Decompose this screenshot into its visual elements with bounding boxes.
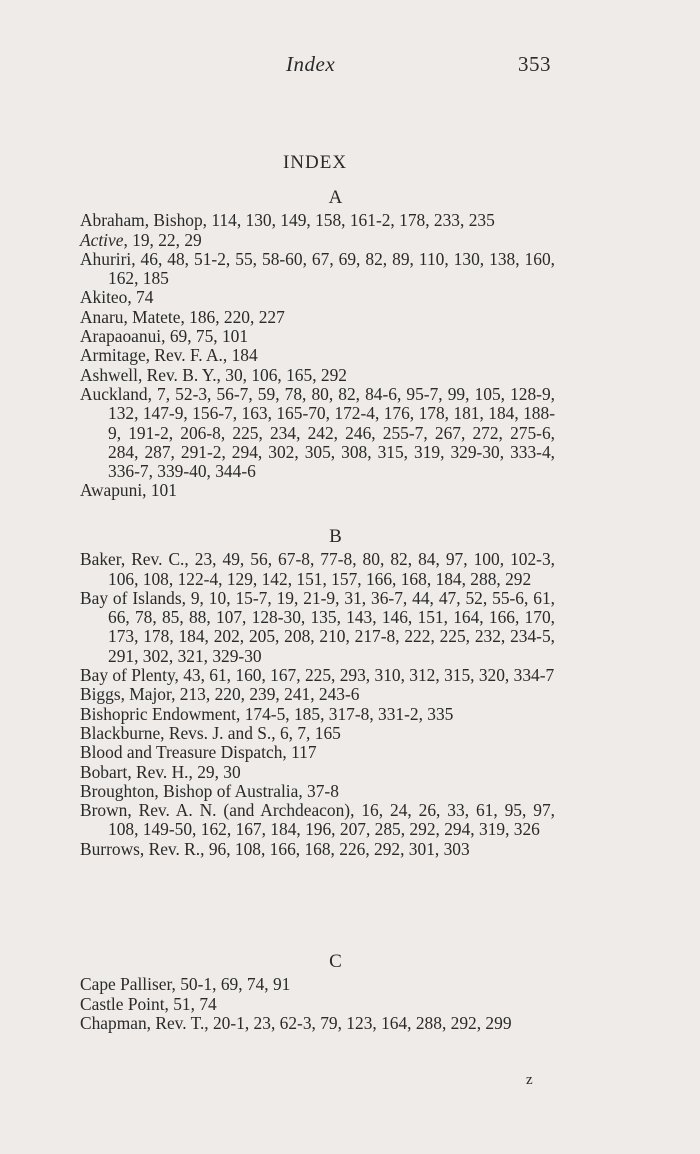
index-entry: Akiteo, 74	[80, 287, 154, 308]
index-entry: Castle Point, 51, 74	[80, 993, 217, 1014]
index-entry: Biggs, Major, 213, 220, 239, 241, 243-6	[80, 684, 360, 705]
index-entry: Baker, Rev. C., 23, 49, 56, 67-8, 77-8, 80, 82, 84, 97, 100, 102-3, 106, 108, 122-4, 129, 142, 151, 157, 166, 168, 184, 288, 292	[80, 549, 555, 589]
index-entry: Bay of Islands, 9, 10, 15-7, 19, 21-9, 31, 36-7, 44, 47, 52, 55-6, 61, 66, 78, 85, 88, 107, 128-30, 135, 143, 146, 151, 164, 166, 170, 173, 178, 184, 202, 205, 208, 210, 217-8, 222, 225, 232, 234-5, 291, 302, 321, 329-30	[80, 587, 555, 666]
index-entry	[80, 231, 555, 250]
index-entry: Armitage, Rev. F. A., 184	[80, 345, 258, 366]
index-entry: Bobart, Rev. H., 29, 30	[80, 761, 241, 782]
index-entry: Bishopric Endowment, 174-5, 185, 317-8, 331-2, 335	[80, 703, 454, 724]
index-entry: Blood and Treasure Dispatch, 117	[80, 742, 317, 763]
section-letter: C	[329, 951, 342, 972]
page-number: 353	[518, 52, 551, 76]
index-section-b	[80, 523, 555, 859]
index-entry: Cape Palliser, 50-1, 69, 74, 91	[80, 974, 291, 995]
signature-mark: z	[526, 1072, 533, 1088]
index-entry: Brown, Rev. A. N. (and Archdeacon), 16, 24, 26, 33, 61, 95, 97, 108, 149-50, 162, 167, 184, 196, 207, 285, 292, 294, 319, 326	[80, 800, 555, 840]
index-entry: Chapman, Rev. T., 20-1, 23, 62-3, 79, 123, 164, 288, 292, 299	[80, 1012, 512, 1033]
entry-pages: , 19, 22, 29	[123, 229, 202, 250]
index-entry: Broughton, Bishop of Australia, 37-8	[80, 780, 339, 801]
index-entry: Burrows, Rev. R., 96, 108, 166, 168, 226, 292, 301, 303	[80, 838, 470, 859]
section-letter: B	[329, 526, 342, 547]
index-section-a	[80, 184, 555, 501]
index-section-c	[80, 948, 555, 1033]
index-entry: Ashwell, Rev. B. Y., 30, 106, 165, 292	[80, 364, 347, 385]
index-entry: Ahuriri, 46, 48, 51-2, 55, 58-60, 67, 69, 82, 89, 110, 130, 138, 160, 162, 185	[80, 248, 555, 289]
index-heading: INDEX	[282, 152, 348, 173]
section-letter: A	[328, 187, 343, 208]
index-entry: Anaru, Matete, 186, 220, 227	[80, 306, 285, 327]
entry-italic-title: Active	[80, 229, 124, 250]
index-entry: Awapuni, 101	[80, 480, 177, 501]
index-entry: Bay of Plenty, 43, 61, 160, 167, 225, 293, 310, 312, 315, 320, 334-7	[80, 665, 555, 686]
running-head	[0, 52, 700, 82]
running-title: Index	[286, 52, 336, 76]
index-entry: Arapaoanui, 69, 75, 101	[80, 326, 249, 347]
index-entry: Blackburne, Revs. J. and S., 6, 7, 165	[80, 722, 341, 743]
index-entry: Abraham, Bishop, 114, 130, 149, 158, 161-2, 178, 233, 235	[80, 210, 495, 231]
index-entry: Auckland, 7, 52-3, 56-7, 59, 78, 80, 82, 84-6, 95-7, 99, 105, 128-9, 132, 147-9, 156-7, 163, 165-70, 172-4, 176, 178, 181, 184, 188-9, 191-2, 206-8, 225, 234, 242, 246, 255-7, 267, 272, 275-6, 284, 287, 291-2, 294, 302, 305, 308, 315, 319, 329-30, 333-4, 336-7, 339-40, 344-6	[80, 383, 555, 482]
